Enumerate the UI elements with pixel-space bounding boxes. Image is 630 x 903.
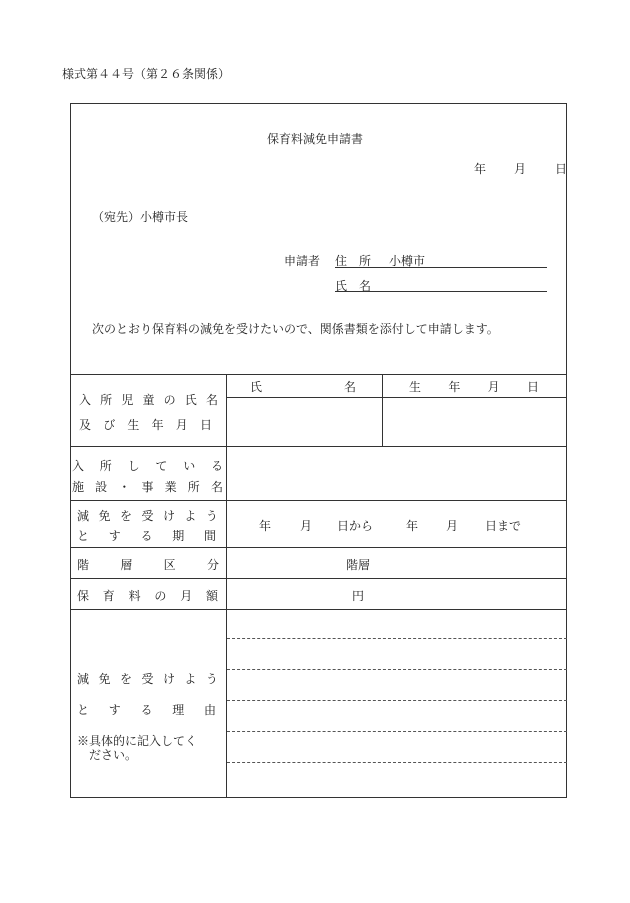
- address-underline: [335, 267, 547, 268]
- label-char: 児: [121, 393, 134, 407]
- label-char: す: [108, 529, 121, 543]
- fee-label: [77, 587, 218, 604]
- label-char: し: [127, 459, 140, 473]
- facility-field[interactable]: [227, 447, 566, 499]
- label-char: 設: [95, 480, 108, 494]
- row-divider: [70, 547, 567, 548]
- label-char: 免: [98, 509, 111, 523]
- label-char: 由: [203, 703, 216, 717]
- class-value[interactable]: 階層: [346, 558, 371, 572]
- label-char: 日: [199, 418, 212, 432]
- label-char: る: [140, 529, 153, 543]
- label-char: 生: [409, 380, 422, 394]
- birth-header: [409, 378, 539, 395]
- label-char: 生: [127, 418, 140, 432]
- label-char: 保: [77, 589, 90, 603]
- label-char: よ: [184, 672, 197, 686]
- date-month-label: 月: [514, 162, 527, 176]
- label-char: の: [163, 393, 176, 407]
- label-char: 減: [77, 672, 90, 686]
- application-statement: 次のとおり保育料の減免を受けたいので、関係書類を添付して申請します。: [92, 322, 499, 336]
- label-char: 日: [526, 380, 539, 394]
- label-char: の: [154, 589, 167, 603]
- label-char: す: [108, 703, 121, 717]
- label-char: び: [103, 418, 116, 432]
- label-char: ・: [118, 480, 131, 494]
- label-char: 所: [187, 480, 200, 494]
- form-title: 保育料減免申請書: [266, 132, 363, 146]
- label-char: 育: [102, 589, 115, 603]
- applicant-label: 申請者: [284, 254, 321, 268]
- label-char: 月: [180, 589, 193, 603]
- label-char: 受: [141, 509, 154, 523]
- reason-label-line1: [77, 670, 218, 687]
- label-char: 免: [98, 672, 111, 686]
- label-char: 童: [142, 393, 155, 407]
- child-name-label-line2: [79, 416, 212, 433]
- label-char: 階: [77, 558, 90, 572]
- fee-value[interactable]: 円: [352, 589, 365, 603]
- table-top-border: [70, 374, 567, 375]
- label-char: け: [162, 509, 175, 523]
- row-divider: [70, 500, 567, 501]
- label-char: 料: [128, 589, 141, 603]
- period-label-line2: [77, 527, 216, 544]
- label-char: い: [183, 459, 196, 473]
- label-char: を: [119, 509, 132, 523]
- label-char: う: [205, 509, 218, 523]
- label-char: 施: [72, 480, 85, 494]
- label-char: 期: [172, 529, 185, 543]
- facility-label-line1: [72, 457, 223, 474]
- period-label-line1: [77, 507, 218, 524]
- name-header-1: 氏: [250, 380, 263, 394]
- label-char: 所: [99, 459, 112, 473]
- label-char: て: [155, 459, 168, 473]
- label-char: と: [77, 529, 90, 543]
- address-label: 住 所: [335, 254, 372, 268]
- label-char: 減: [77, 509, 90, 523]
- class-label: [77, 556, 219, 573]
- label-char: 月: [175, 418, 188, 432]
- row-divider: [70, 578, 567, 579]
- label-char: よ: [184, 509, 197, 523]
- birthdate-field[interactable]: [383, 398, 566, 445]
- reason-label-line2: [77, 701, 216, 718]
- label-char: 理: [172, 703, 185, 717]
- reason-note-line2: ださい。: [89, 748, 138, 762]
- name-label: 氏 名: [335, 279, 372, 293]
- label-char: 額: [205, 589, 218, 603]
- label-char: 及: [79, 418, 92, 432]
- address-value[interactable]: 小樽市: [389, 254, 426, 268]
- name-header-2: 名: [344, 380, 357, 394]
- label-char: 層: [120, 558, 133, 572]
- label-char: 氏: [184, 393, 197, 407]
- label-char: け: [162, 672, 175, 686]
- date-day-label: 日: [555, 162, 568, 176]
- label-char: を: [119, 672, 132, 686]
- label-char: 所: [100, 393, 113, 407]
- label-char: 年: [448, 380, 461, 394]
- label-char: 年: [151, 418, 164, 432]
- label-char: と: [77, 703, 90, 717]
- form-number: 様式第４４号（第２６条関係）: [62, 67, 231, 81]
- addressee: （宛先）小樽市長: [92, 210, 189, 224]
- label-char: う: [205, 672, 218, 686]
- child-name-field[interactable]: [227, 398, 381, 445]
- date-year-label: 年: [474, 162, 487, 176]
- label-char: 事: [141, 480, 154, 494]
- reason-field[interactable]: [227, 610, 566, 797]
- label-char: 入: [79, 393, 92, 407]
- label-char: 入: [72, 459, 85, 473]
- child-name-label-line1: [79, 391, 218, 408]
- reason-note-line1: ※具体的に記入してく: [77, 734, 198, 748]
- label-char: 業: [164, 480, 177, 494]
- facility-label-line2: [72, 478, 223, 495]
- label-char: 名: [205, 393, 218, 407]
- label-char: 月: [487, 380, 500, 394]
- label-char: る: [210, 459, 223, 473]
- label-char: る: [140, 703, 153, 717]
- label-char: 間: [203, 529, 216, 543]
- label-char: 区: [163, 558, 176, 572]
- label-char: 受: [141, 672, 154, 686]
- name-field[interactable]: [335, 291, 547, 292]
- label-char: 名: [210, 480, 223, 494]
- label-char: 分: [206, 558, 219, 572]
